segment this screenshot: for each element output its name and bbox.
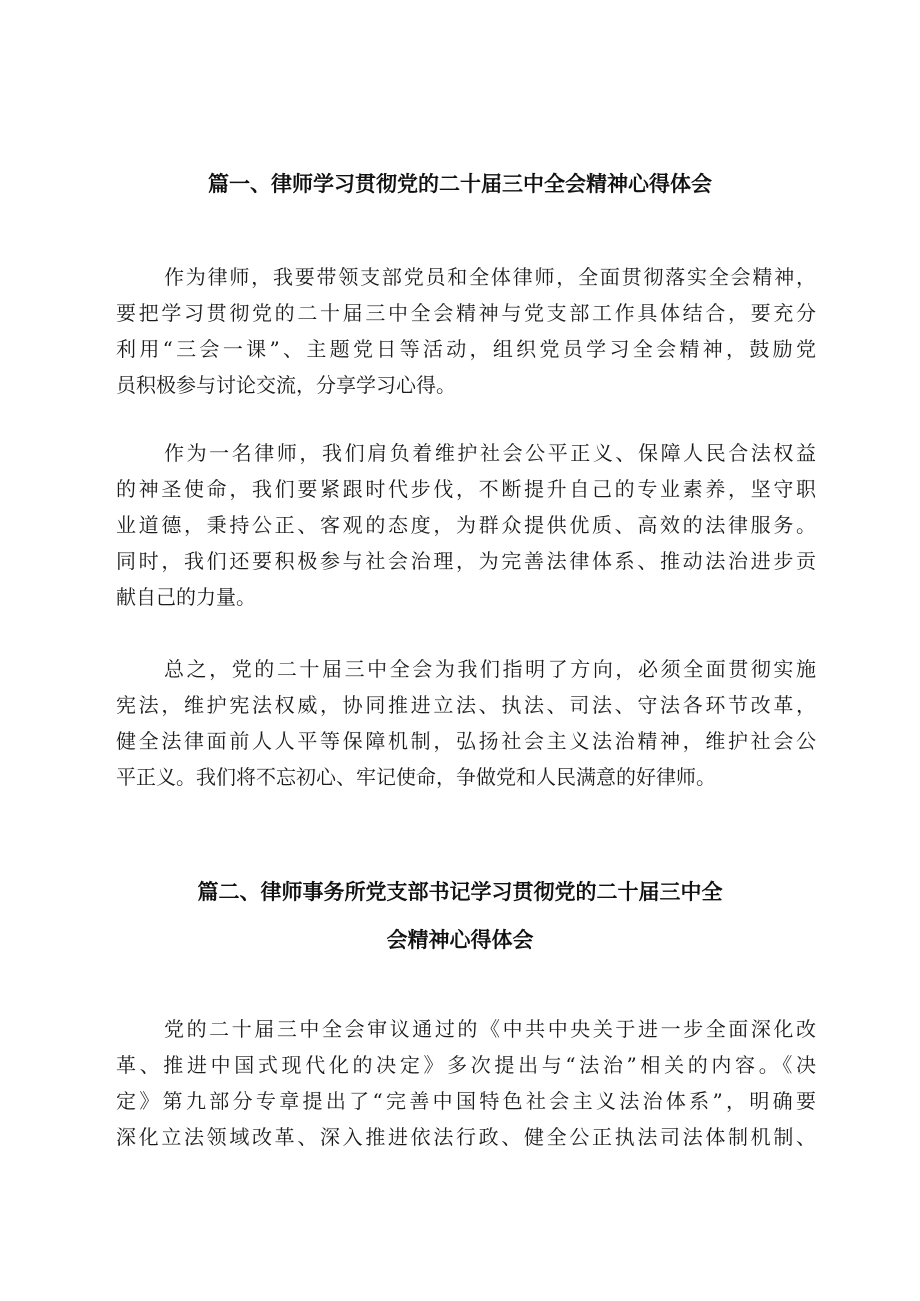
section1-title: 篇一、律师学习贯彻党的二十届三中全会精神心得体会 — [208, 172, 712, 196]
text-line: 业道德，秉持公正、客观的态度，为群众提供优质、高效的法律服务。 — [116, 513, 816, 537]
text-line: 的神圣使命，我们要紧跟时代步伐，不断提升自己的专业素养，坚守职 — [116, 477, 816, 501]
text-line: 员积极参与讨论交流，分享学习心得。 — [116, 373, 456, 397]
text-line: 同时，我们还要积极参与社会治理，为完善法律体系、推动法治进步贡 — [116, 549, 816, 573]
text-line: 献自己的力量。 — [116, 585, 256, 609]
text-line: 健全法律面前人人平等保障机制，弘扬社会主义法治精神，维护社会公 — [116, 729, 816, 753]
text-line: 利用“三会一课”、主题党日等活动，组织党员学习全会精神，鼓励党 — [116, 337, 816, 361]
text-line: 作为律师，我要带领支部党员和全体律师，全面贯彻落实全会精神， — [164, 265, 816, 289]
section2-paragraph-1 — [116, 1011, 816, 1155]
text-line: 革、推进中国式现代化的决定》多次提出与“法治”相关的内容。《决 — [116, 1053, 816, 1077]
section2-title-line-2: 会精神心得体会 — [386, 928, 534, 952]
text-line: 宪法，维护宪法权威，协同推进立法、执法、司法、守法各环节改革， — [116, 693, 816, 717]
text-line: 深化立法领域改革、深入推进依法行政、健全公正执法司法体制机制、 — [116, 1125, 816, 1149]
section1-paragraph-1 — [116, 259, 816, 403]
text-line: 党的二十届三中全会审议通过的《中共中央关于进一步全面深化改 — [164, 1017, 816, 1041]
section2-title-line-1: 篇二、律师事务所党支部书记学习贯彻党的二十届三中全 — [197, 880, 723, 904]
section1-paragraph-3 — [116, 651, 816, 795]
text-line: 平正义。我们将不忘初心、牢记使命，争做党和人民满意的好律师。 — [116, 765, 716, 789]
text-line: 作为一名律师，我们肩负着维护社会公平正义、保障人民合法权益 — [164, 441, 816, 465]
text-line: 总之，党的二十届三中全会为我们指明了方向，必须全面贯彻实施 — [164, 657, 816, 681]
text-line: 要把学习贯彻党的二十届三中全会精神与党支部工作具体结合，要充分 — [116, 301, 816, 325]
section1-paragraph-2 — [116, 435, 816, 615]
text-line: 定》第九部分专章提出了“完善中国特色社会主义法治体系”，明确要 — [116, 1089, 816, 1113]
